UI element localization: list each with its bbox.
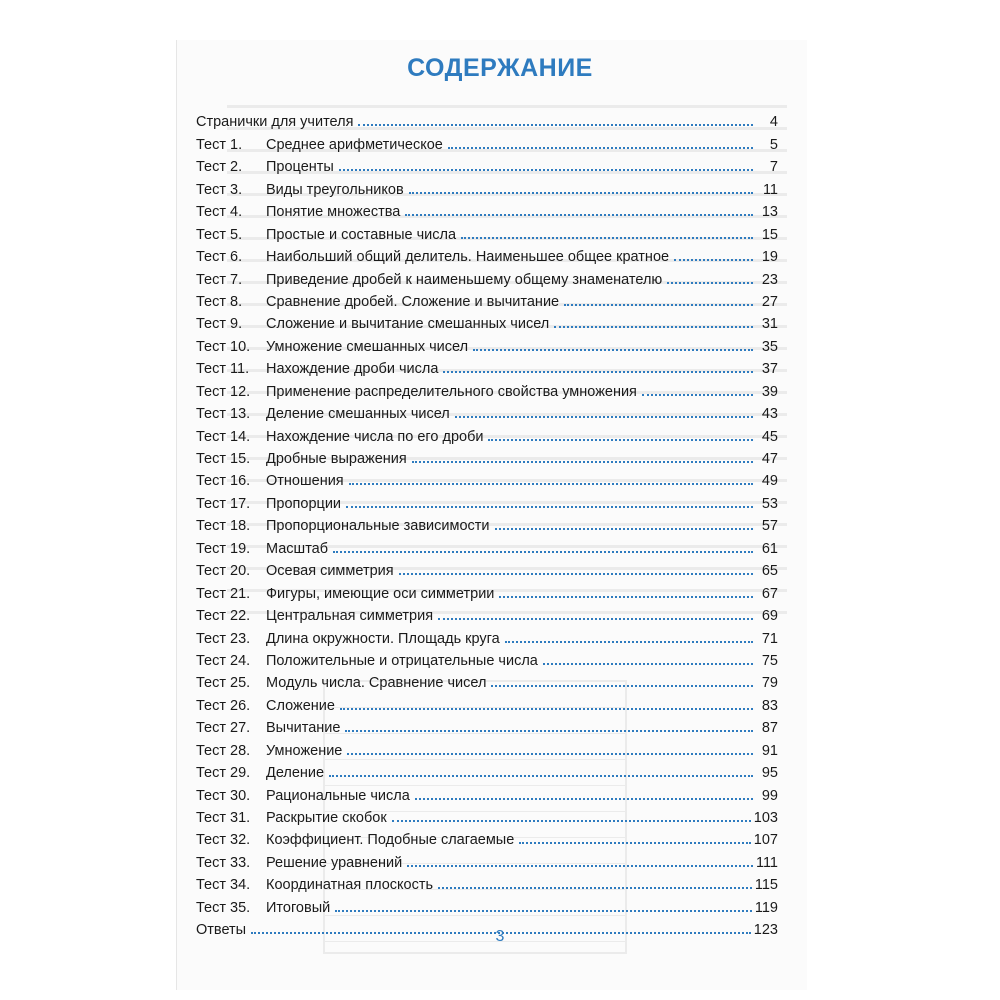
toc-entry[interactable]: [196, 669, 778, 691]
toc-entry[interactable]: [196, 647, 778, 669]
dot-leader: [399, 573, 753, 575]
toc-entry-title: Пропорции: [266, 495, 342, 512]
toc-entry[interactable]: [196, 871, 778, 893]
toc-entry-page: 87: [761, 720, 778, 737]
toc-entry-page: 45: [761, 428, 778, 445]
toc-entry-title: Итоговый: [266, 899, 331, 916]
toc-entry-number: Тест 3.: [196, 181, 243, 198]
toc-entry[interactable]: [196, 848, 778, 870]
toc-entry-title: Приведение дробей к наименьшему общему знаменателю: [266, 271, 663, 288]
page-number: 3: [495, 928, 505, 945]
toc-entry-title: Деление смешанных чисел: [266, 406, 450, 423]
toc-entry[interactable]: [196, 714, 778, 736]
toc-entry[interactable]: [196, 220, 778, 242]
toc-entry-number: Тест 4.: [196, 204, 243, 221]
dot-leader: [339, 169, 753, 171]
toc-entry-title: Отношения: [266, 473, 344, 490]
toc-entry-title: Нахождение числа по его дроби: [266, 428, 484, 445]
toc-entry-page: 67: [761, 585, 778, 602]
toc-entry-title: Нахождение дроби числа: [266, 361, 439, 378]
toc-entry[interactable]: [196, 243, 778, 265]
toc-entry-title: Раскрытие скобок: [266, 810, 387, 826]
dot-leader: [405, 214, 753, 216]
toc-entry-title: Фигуры, имеющие оси симметрии: [266, 585, 495, 602]
toc-entry-page: 37: [761, 361, 778, 378]
toc-entry[interactable]: [196, 445, 778, 467]
page-title: СОДЕРЖАНИЕ: [407, 54, 593, 82]
toc-entry-title: Коэффициент. Подобные слагаемые: [266, 832, 515, 849]
toc-entry[interactable]: [196, 198, 778, 220]
toc-entry[interactable]: [196, 534, 778, 556]
dot-leader: [505, 641, 753, 643]
toc-entry[interactable]: [196, 512, 778, 534]
toc-entry-page: 11: [762, 181, 778, 198]
dot-leader: [519, 842, 751, 844]
toc-entry-number: Тест 28.: [196, 742, 251, 759]
toc-entry-page: 111: [755, 854, 778, 871]
toc-entry-title: Решение уравнений: [266, 854, 403, 871]
dot-leader: [340, 708, 753, 710]
toc-entry[interactable]: [196, 130, 778, 152]
toc-entry-number: Тест 13.: [196, 406, 251, 423]
toc-entry[interactable]: [196, 288, 778, 310]
toc-entry-number: Тест 34.: [196, 877, 251, 894]
toc-entry-page: 57: [761, 518, 778, 535]
dot-leader: [409, 192, 753, 194]
toc-entry[interactable]: [196, 579, 778, 601]
toc-entry-number: Тест 25.: [196, 675, 251, 692]
dot-leader: [333, 551, 753, 553]
toc-entry-page: 39: [761, 383, 778, 400]
dot-leader: [438, 887, 752, 889]
toc-entry-number: Тест 17.: [196, 495, 251, 512]
toc-entry-page: 69: [761, 608, 778, 625]
toc-entry-title: Длина окружности. Площадь круга: [266, 630, 500, 647]
toc-entry-title: Странички для учителя: [196, 114, 354, 131]
toc-entry[interactable]: [196, 377, 778, 399]
toc-entry-number: Тест 15.: [196, 451, 251, 467]
toc-entry[interactable]: [196, 691, 778, 713]
toc-entry-title: Простые и составные числа: [266, 226, 457, 243]
toc-entry-page: 91: [761, 742, 778, 759]
table-of-contents: [196, 108, 778, 938]
dot-leader: [674, 259, 753, 261]
toc-entry[interactable]: [196, 804, 778, 826]
toc-entry-number: Тест 6.: [196, 249, 243, 266]
toc-entry-number: Тест 23.: [196, 630, 251, 647]
toc-entry-page: 31: [761, 316, 778, 333]
toc-entry-number: Тест 14.: [196, 428, 251, 445]
toc-entry-page: 15: [761, 226, 778, 243]
dot-leader: [491, 685, 753, 687]
toc-entry[interactable]: [196, 108, 778, 130]
toc-entry-page: 5: [769, 136, 778, 153]
toc-entry-page: 7: [769, 159, 778, 176]
toc-entry[interactable]: [196, 467, 778, 489]
toc-entry-number: Тест 32.: [196, 832, 251, 849]
dot-leader: [642, 394, 753, 396]
toc-entry-title: Умножение: [266, 742, 343, 759]
dot-leader: [554, 326, 753, 328]
toc-entry-page: 27: [761, 293, 778, 310]
toc-entry-page: 95: [761, 765, 778, 782]
toc-entry-number: Тест 16.: [196, 473, 251, 490]
toc-entry[interactable]: [196, 602, 778, 624]
dot-leader: [329, 775, 753, 777]
toc-entry-number: Тест 12.: [196, 383, 251, 400]
toc-entry-number: Тест 24.: [196, 652, 251, 669]
dot-leader: [349, 483, 753, 485]
toc-entry-title: Осевая симметрия: [266, 563, 394, 580]
toc-entry[interactable]: [196, 265, 778, 287]
toc-entry[interactable]: [196, 781, 778, 803]
toc-entry[interactable]: [196, 736, 778, 758]
dot-leader: [335, 910, 752, 912]
toc-entry-number: Тест 30.: [196, 787, 251, 804]
toc-entry-page: 83: [761, 697, 778, 714]
dot-leader: [438, 618, 753, 620]
toc-entry[interactable]: [196, 153, 778, 175]
toc-entry-title: Положительные и отрицательные числа: [266, 652, 538, 669]
toc-entry-page: 61: [761, 540, 778, 557]
dot-leader: [345, 730, 753, 732]
toc-entry-number: Тест 7.: [196, 271, 243, 288]
dot-leader: [415, 798, 753, 800]
toc-entry[interactable]: [196, 422, 778, 444]
toc-entry-number: Тест 33.: [196, 854, 251, 871]
toc-entry-number: Тест 19.: [196, 540, 251, 557]
dot-leader: [543, 663, 753, 665]
toc-entry-number: Тест 21.: [196, 585, 251, 602]
toc-entry-page: 107: [753, 832, 778, 849]
toc-entry[interactable]: [196, 355, 778, 377]
dot-leader: [564, 304, 753, 306]
toc-entry[interactable]: [196, 624, 778, 646]
toc-entry-number: Тест 26.: [196, 697, 251, 714]
toc-entry-title: Наибольший общий делитель. Наименьшее общее кратное: [266, 249, 670, 266]
toc-entry[interactable]: [196, 557, 778, 579]
dot-leader: [346, 506, 753, 508]
toc-entry-title: Среднее арифметическое: [266, 136, 443, 153]
toc-entry-number: Тест 9.: [196, 316, 243, 333]
toc-entry-number: Тест 11.: [196, 361, 250, 378]
toc-entry-title: Вычитание: [266, 720, 341, 737]
toc-entry-page: 43: [761, 406, 778, 423]
toc-entry[interactable]: [196, 175, 778, 197]
toc-entry-title: Применение распределительного свойства умножения: [266, 383, 637, 400]
toc-entry[interactable]: [196, 332, 778, 354]
toc-entry-page: 35: [761, 338, 778, 355]
dot-leader: [347, 753, 753, 755]
toc-entry[interactable]: [196, 489, 778, 511]
toc-entry-title: Координатная плоскость: [266, 877, 434, 894]
toc-entry-title: Проценты: [266, 159, 334, 176]
toc-entry-page: 49: [761, 473, 778, 490]
toc-entry-page: 23: [761, 271, 778, 288]
toc-entry-title: Ответы: [196, 922, 247, 939]
toc-entry-title: Сложение: [266, 697, 335, 714]
toc-entry-number: Тест 31.: [196, 810, 251, 826]
toc-entry-page: 79: [761, 675, 778, 692]
toc-entry-title: Модуль числа. Сравнение чисел: [266, 675, 487, 692]
dot-leader: [412, 461, 753, 463]
toc-entry-page: 71: [761, 630, 778, 647]
toc-entry-page: 75: [761, 652, 778, 669]
toc-entry-title: Виды треугольников: [266, 181, 404, 198]
toc-entry-title: Дробные выражения: [266, 451, 407, 467]
dot-leader: [461, 237, 753, 239]
toc-entry[interactable]: [196, 310, 778, 332]
dot-leader: [499, 596, 753, 598]
toc-entry-title: Деление: [266, 765, 325, 782]
toc-entry[interactable]: [196, 759, 778, 781]
dot-leader: [455, 416, 753, 418]
toc-entry-number: Тест 1.: [196, 136, 243, 153]
toc-entry-page: 115: [754, 877, 778, 894]
toc-entry-title: Умножение смешанных чисел: [266, 338, 469, 355]
toc-entry-page: 19: [761, 249, 778, 266]
toc-entry[interactable]: [196, 893, 778, 915]
toc-entry-number: Тест 29.: [196, 765, 251, 782]
toc-entry-page: 47: [761, 451, 778, 467]
toc-entry-number: Тест 27.: [196, 720, 251, 737]
toc-entry-number: Тест 2.: [196, 159, 243, 176]
toc-entry-number: Тест 8.: [196, 293, 243, 310]
toc-entry-number: Тест 18.: [196, 518, 251, 535]
toc-entry-title: Рациональные числа: [266, 787, 410, 804]
toc-entry-page: 4: [769, 114, 778, 131]
dot-leader: [473, 349, 753, 351]
dot-leader: [488, 439, 753, 441]
dot-leader: [495, 528, 754, 530]
dot-leader: [443, 371, 753, 373]
toc-entry-page: 99: [761, 787, 778, 804]
toc-entry-page: 103: [753, 810, 778, 826]
dot-leader: [448, 147, 753, 149]
toc-entry[interactable]: [196, 400, 778, 422]
toc-entry-title: Пропорциональные зависимости: [266, 518, 490, 535]
dot-leader: [407, 865, 753, 867]
toc-entry-number: Тест 22.: [196, 608, 251, 625]
toc-entry-title: Понятие множества: [266, 204, 401, 221]
toc-entry-number: Тест 5.: [196, 226, 243, 243]
toc-entry-page: 119: [754, 899, 778, 916]
dot-leader: [667, 282, 753, 284]
toc-entry-number: Тест 10.: [196, 338, 251, 355]
dot-leader: [392, 820, 751, 822]
toc-entry-title: Сравнение дробей. Сложение и вычитание: [266, 293, 560, 310]
toc-entry-title: Масштаб: [266, 540, 329, 557]
toc-entry[interactable]: [196, 826, 778, 848]
toc-entry-number: Тест 35.: [196, 899, 251, 916]
toc-entry-page: 13: [761, 204, 778, 221]
toc-entry-number: Тест 20.: [196, 563, 251, 580]
toc-entry-page: 123: [753, 922, 778, 939]
dot-leader: [358, 124, 753, 126]
toc-entry-title: Сложение и вычитание смешанных чисел: [266, 316, 550, 333]
toc-entry-page: 53: [761, 495, 778, 512]
toc-entry-title: Центральная симметрия: [266, 608, 434, 625]
toc-entry-page: 65: [761, 563, 778, 580]
